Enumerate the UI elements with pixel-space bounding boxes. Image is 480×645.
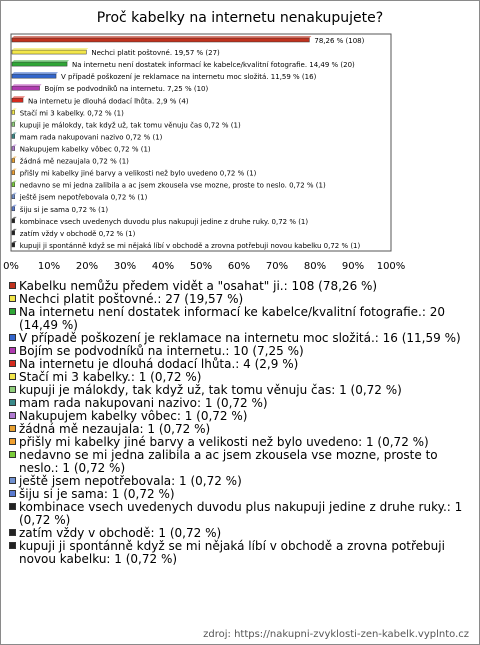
chart-title: Proč kabelky na internetu nenakupujete? — [96, 10, 384, 26]
legend-label: Kabelku nemůžu předem vidět a "osahat" ji.: 108 (78,26 %) — [19, 279, 378, 293]
x-tick-label: 90% — [341, 261, 365, 272]
legend-item — [9, 306, 471, 332]
legend-swatch — [9, 490, 16, 497]
bar-label: zatím vždy v obchodě 0,72 % (1) — [19, 229, 136, 238]
legend-label: Stačí mi 3 kabelky.: 1 (0,72 %) — [19, 370, 202, 384]
x-tick-label: 40% — [151, 261, 175, 272]
bar-top — [12, 96, 25, 98]
bar-label: kombinace vsech uvedenych duvodu plus nakupuji jedine z druhe ruky. 0,72 % (1) — [19, 217, 309, 226]
legend-label: mam rada nakupovani nazivo: 1 (0,72 %) — [19, 396, 268, 410]
legend-swatch — [9, 503, 16, 510]
legend-label: V případě poškození je reklamace na internetu moc složitá.: 16 (11,59 %) — [19, 331, 461, 345]
bar-label: šiju si je sama 0,72 % (1) — [19, 205, 109, 214]
bar — [12, 38, 309, 42]
bar — [12, 195, 15, 199]
legend-label: kombinace vsech uvedenych duvodu plus nakupuji jedine z druhe ruky.: 1 (0,72 %) — [19, 500, 463, 527]
bar-label: mam rada nakupovani nazivo 0,72 % (1) — [19, 133, 163, 142]
bar-label: nedavno se mi jedna zalibila a ac jsem zkousela vse mozne, proste to neslo. 0,72 % (1) — [19, 181, 326, 190]
legend-label: kupuji ji spontánně když se mi nějaká líbí v obchodě a zrovna potřebuji novou kabelku: 1 (0,72 %) — [19, 539, 445, 566]
legend-swatch — [9, 399, 16, 406]
bar — [12, 110, 15, 114]
bar — [12, 171, 15, 175]
chart-legend — [9, 280, 471, 566]
legend-label: ještě jsem nepotřebovala: 1 (0,72 %) — [19, 474, 242, 488]
legend-swatch — [9, 334, 16, 341]
legend-swatch — [9, 542, 16, 549]
bar — [12, 86, 40, 90]
bar — [12, 219, 15, 223]
legend-swatch — [9, 360, 16, 367]
legend-swatch — [9, 412, 16, 419]
x-tick-label: 0% — [3, 261, 19, 272]
legend-swatch — [9, 477, 16, 484]
legend-label: šiju si je sama: 1 (0,72 %) — [19, 487, 175, 501]
legend-swatch — [9, 451, 16, 458]
bar — [12, 62, 67, 66]
legend-swatch — [9, 347, 16, 354]
bar — [12, 207, 15, 211]
legend-item — [9, 540, 471, 566]
legend-label: Nakupujem kabelky vôbec: 1 (0,72 %) — [19, 409, 248, 423]
bar-label: kupuji ji spontánně když se mi nějaká líbí v obchodě a zrovna potřebuji novou kabelku 0,72 % (1) — [19, 241, 361, 250]
bar-top — [12, 72, 58, 74]
bar-label: Na internetu není dostatek informací ke kabelce/kvalitní fotografie. 14,49 % (20) — [72, 61, 355, 70]
bar — [12, 50, 86, 54]
bar-label: Stačí mi 3 kabelky. 0,72 % (1) — [19, 109, 124, 118]
bar-label: Nechci platit poštovné. 19,57 % (27) — [91, 49, 220, 58]
legend-label: Bojím se podvodníků na internetu.: 10 (7,25 %) — [19, 344, 304, 358]
bar-top — [12, 36, 311, 38]
x-tick-label: 20% — [75, 261, 99, 272]
bar-label: Na internetu je dlouhá dodací lhůta. 2,9 % (4) — [28, 97, 189, 106]
legend-item — [9, 501, 471, 527]
bar — [12, 74, 56, 78]
bar — [12, 231, 15, 235]
bar-top — [12, 84, 42, 86]
bar — [12, 134, 15, 138]
legend-swatch — [9, 282, 16, 289]
bar-label: přišly mi kabelky jiné barvy a velikosti než bylo uvedeno 0,72 % (1) — [19, 169, 257, 178]
bar — [12, 159, 15, 163]
x-tick-label: 60% — [227, 261, 251, 272]
bar-label: Nakupujem kabelky vôbec 0,72 % (1) — [19, 145, 151, 154]
x-tick-label: 70% — [265, 261, 289, 272]
bar-label: žádná mě nezaujala 0,72 % (1) — [19, 157, 129, 166]
legend-swatch — [9, 295, 16, 302]
x-tick-label: 10% — [37, 261, 61, 272]
legend-swatch — [9, 529, 16, 536]
legend-swatch — [9, 425, 16, 432]
bar-label: Bojím se podvodníků na internetu. 7,25 % (10) — [44, 85, 209, 94]
legend-swatch — [9, 373, 16, 380]
x-tick-label: 30% — [113, 261, 137, 272]
legend-item — [9, 449, 471, 475]
bar-label: ještě jsem nepotřebovala 0,72 % (1) — [19, 193, 148, 202]
x-tick-label: 100% — [376, 261, 406, 272]
bar — [12, 98, 23, 102]
bar — [12, 243, 15, 247]
legend-label: Na internetu je dlouhá dodací lhůta.: 4 (2,9 %) — [19, 357, 299, 371]
legend-label: kupuji je málokdy, tak když už, tak tomu věnuju čas: 1 (0,72 %) — [19, 383, 402, 397]
legend-swatch — [9, 386, 16, 393]
legend-label: žádná mě nezaujala: 1 (0,72 %) — [19, 422, 211, 436]
bar-label: V případě poškození je reklamace na internetu moc složitá. 11,59 % (16) — [61, 73, 317, 82]
legend-swatch — [9, 308, 16, 315]
bar-label: 78,26 % (108) — [314, 37, 365, 45]
bar — [12, 122, 15, 126]
legend-label: zatím vždy v obchodě: 1 (0,72 %) — [19, 526, 222, 540]
bar-label: kupuji je málokdy, tak když už, tak tomu věnuju čas 0,72 % (1) — [19, 121, 241, 130]
legend-label: Nechci platit poštovné.: 27 (19,57 %) — [19, 292, 244, 306]
legend-label: nedavno se mi jedna zalibila a ac jsem zkousela vse mozne, proste to neslo.: 1 (0,72 %) — [19, 448, 438, 475]
legend-swatch — [9, 438, 16, 445]
bar — [12, 183, 15, 187]
source-credit: zdroj: https://nakupni-zvyklosti-zen-kabelk.vyplnto.cz — [203, 629, 469, 640]
bar — [12, 147, 15, 151]
legend-label: Na internetu není dostatek informací ke kabelce/kvalitní fotografie.: 20 (14,49 %) — [19, 305, 445, 332]
x-tick-label: 50% — [189, 261, 213, 272]
legend-label: přišly mi kabelky jiné barvy a velikosti než bylo uvedeno: 1 (0,72 %) — [19, 435, 429, 449]
bar-top — [12, 48, 88, 50]
bar-top — [12, 60, 69, 62]
bar-plot — [1, 1, 479, 276]
x-tick-label: 80% — [303, 261, 327, 272]
